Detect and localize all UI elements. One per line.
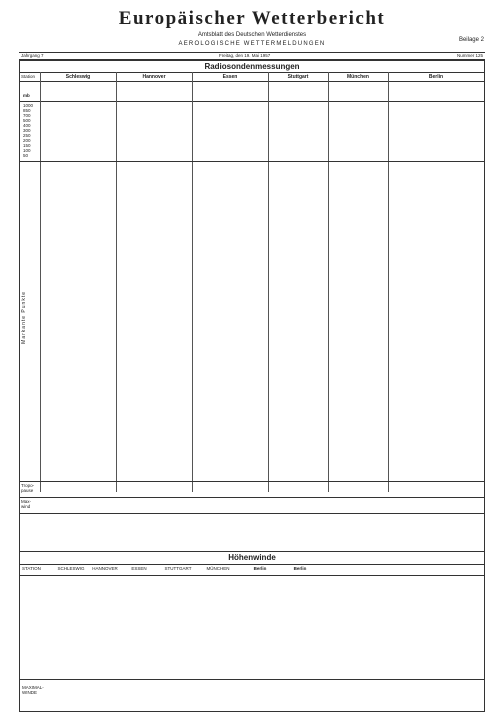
issue-date: Freitag, den 19. Mai 1957 <box>219 53 271 58</box>
radiosonde-title: Radiosondenmessungen <box>204 62 300 71</box>
beilage-label: Beilage 2 <box>458 37 484 43</box>
aero-heading: AEROLOGISCHE WETTERMELDUNGEN <box>178 41 326 47</box>
hw-berlin-1: Berlin <box>253 566 267 571</box>
info-bar <box>19 52 485 60</box>
tropopause-label: Tropo-pause <box>21 483 35 493</box>
station-berlin: Berlin <box>428 74 444 80</box>
station-label: Station <box>21 74 36 79</box>
maximal-winde-label: MAXIMAL-WINDE <box>22 685 44 695</box>
maxwind-label: Max-wind <box>21 499 31 509</box>
hw-muenchen: MÜNCHEN <box>206 566 230 571</box>
hw-essen: ESSEN <box>131 566 147 571</box>
hoehenwinde-title: Höhenwinde <box>228 553 276 562</box>
mb-label: mb <box>23 93 30 98</box>
issue-number: Nummer 125 <box>456 53 483 58</box>
main-frame <box>19 60 485 712</box>
station-schleswig: Schleswig <box>65 74 91 80</box>
hw-berlin-2: Berlin <box>293 566 307 571</box>
level-list: 1000 850 700 500 400 300 250 200 150 100 50 <box>23 103 34 158</box>
hw-station-label: STATION <box>22 566 41 571</box>
station-stuttgart: Stuttgart <box>287 74 309 80</box>
markante-punkte-label: Markante Punkte <box>21 291 27 344</box>
report-title: Europäischer Wetterbericht <box>118 8 386 29</box>
hw-schleswig: SCHLESWIG <box>57 566 85 571</box>
station-muenchen: München <box>347 74 369 80</box>
hw-stuttgart: STUTTGART <box>164 566 192 571</box>
jahrgang: Jahrgang 7 <box>21 53 44 58</box>
report-subtitle: Amtsblatt des Deutschen Wetterdienstes <box>197 32 307 38</box>
hw-hannover: HANNOVER <box>92 566 118 571</box>
station-essen: Essen <box>222 74 238 80</box>
station-hannover: Hannover <box>142 74 166 80</box>
